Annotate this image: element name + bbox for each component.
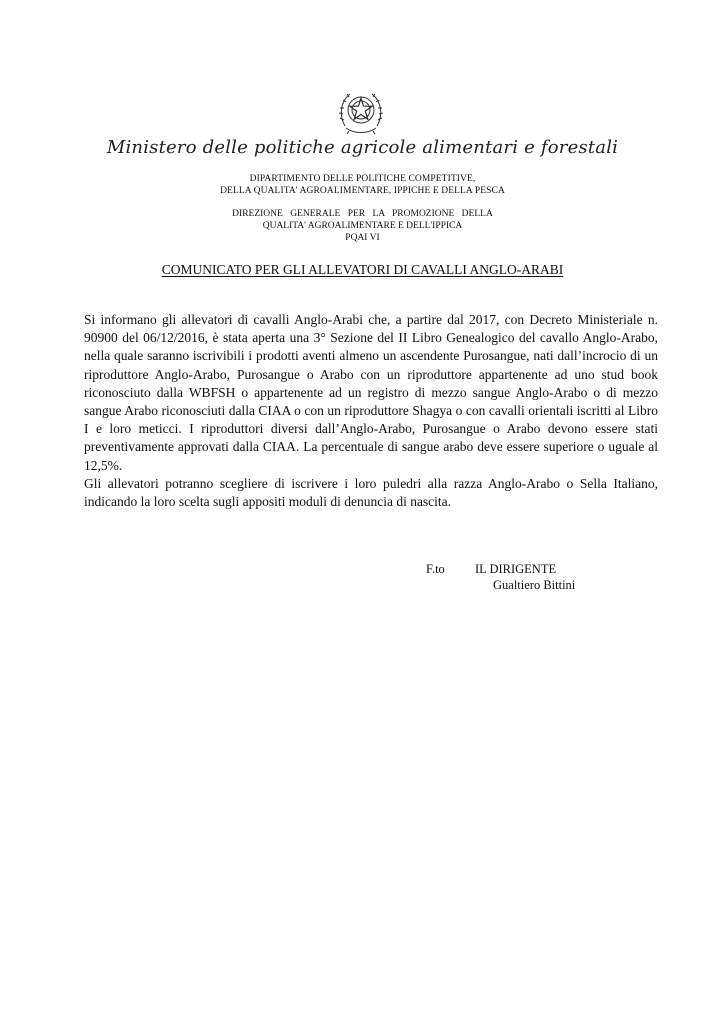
ministry-name: Ministero delle politiche agricole alimentari e forestali [106,137,619,158]
body-paragraph: Si informano gli allevatori di cavalli Anglo-Arabi che, a partire dal 2017, con Decreto Ministeriale n. 90900 del 06/12/2016, è stata aperta una 3° Sezione del II Libro Genealogico del cavallo Anglo-Arabo, nella quale saranno iscrivibili i prodotti aventi almeno un ascendente Purosangue, nati dall’incrocio di un riproduttore Anglo-Arabo, Purosangue o Arabo con un riproduttore appartenente ad uno stud book riconosciuto dalla WBFSH o appartenente ad un registro di mezzo sangue Anglo-Arabo o di mezzo sangue Arabo riconosciuti dalla CIAA o con un riproduttore Shagya o con cavalli orientali iscritti al Libro I e loro meticci. I riproduttori diversi dall’Anglo-Arabo, Purosangue o Arabo devono essere stati preventivamente approvati dalla CIAA. La percentuale di sangue arabo deve essere superiore o uguale al 12,5%. [84,312,658,473]
direction-line: DIREZIONE GENERALE PER LA PROMOZIONE DELLA [232,209,493,219]
signature-role: IL DIRIGENTE [475,562,557,576]
direction-line: QUALITA' AGROALIMENTARE E DELL'IPPICA [262,221,463,231]
document-body [84,311,658,511]
department-line: DELLA QUALITA' AGROALIMENTARE, IPPICHE E DELLA PESCA [220,186,505,196]
signature-prefix: F.to [426,562,445,576]
direction-line: PQAI VI [345,233,380,243]
signature-block [426,561,575,593]
direction-heading [0,208,725,244]
body-paragraph: Gli allevatori potranno scegliere di iscrivere i loro puledri alla razza Anglo-Arabo o Sella Italiano, indicando la loro scelta sugli appositi moduli di denuncia di nascita. [84,475,658,510]
italian-republic-emblem-icon [336,86,386,138]
signature-name: Gualtiero Bittini [493,578,576,592]
department-line: DIPARTIMENTO DELLE POLITICHE COMPETITIVE, [249,174,476,184]
department-heading [0,173,725,197]
document-title: COMUNICATO PER GLI ALLEVATORI DI CAVALLI ANGLO-ARABI [161,262,564,277]
